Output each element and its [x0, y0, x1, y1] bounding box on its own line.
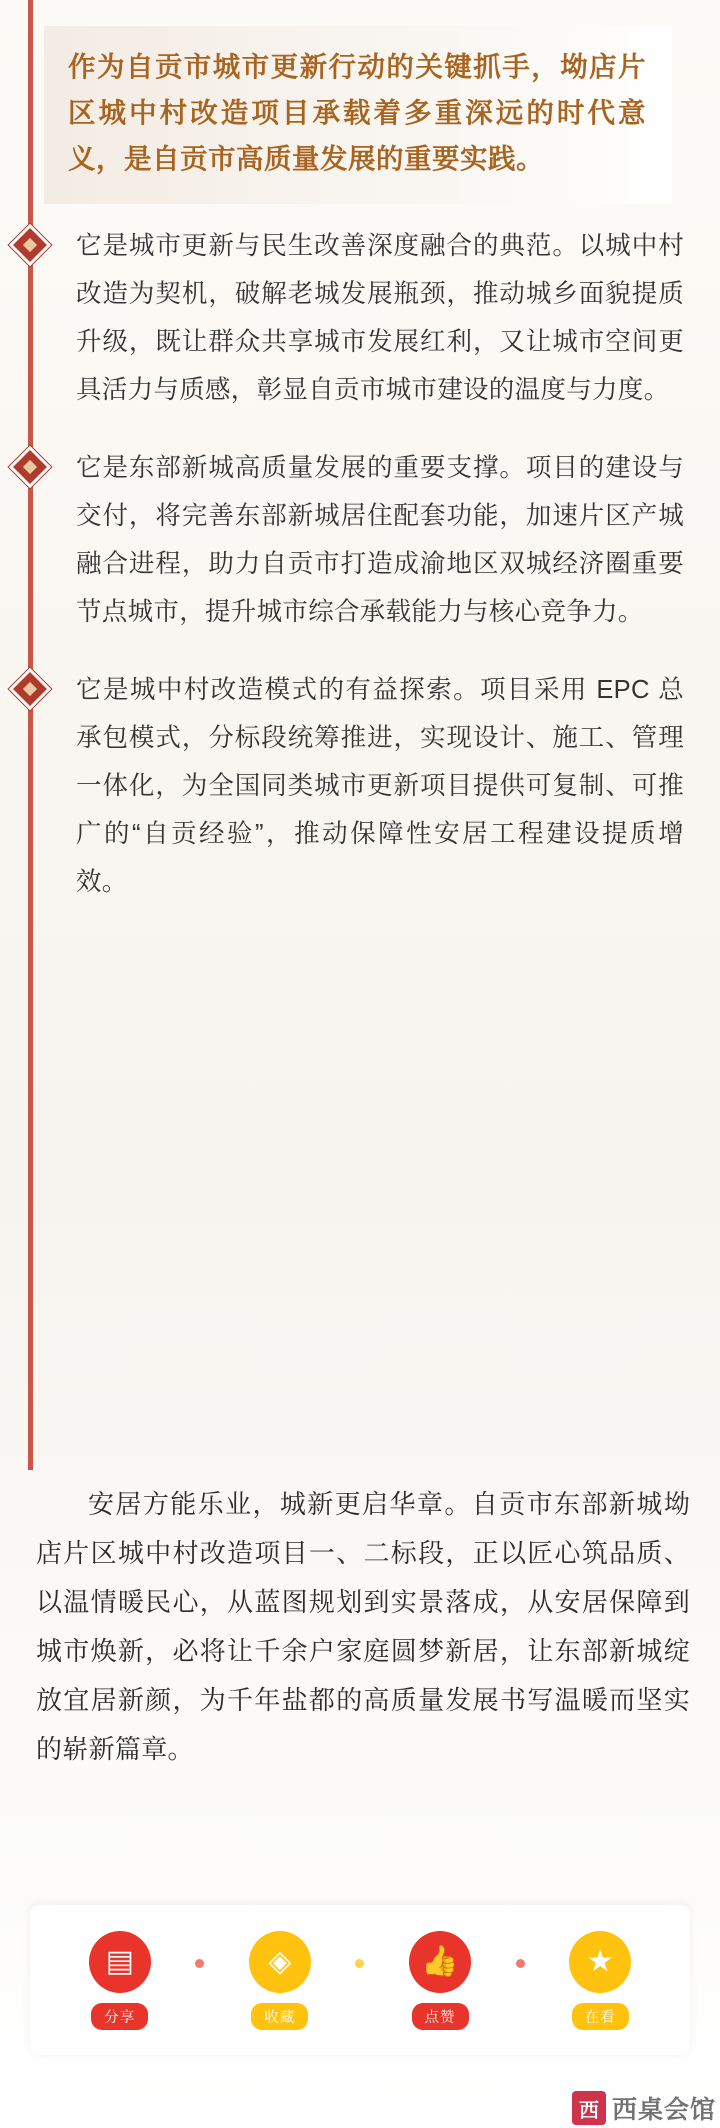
diamond-bullet-icon: [9, 224, 51, 266]
separator-dot: [195, 1959, 204, 1968]
action-favorite[interactable]: [220, 1931, 340, 2030]
star-icon[interactable]: ★: [569, 1931, 631, 1993]
action-watching-label[interactable]: 在看: [572, 2003, 629, 2030]
thumbs-up-icon[interactable]: 👍: [409, 1931, 471, 1993]
action-like-label[interactable]: 点赞: [412, 2003, 469, 2030]
closing-paragraph-text: 安居方能乐业，城新更启华章。自贡市东部新城坳店片区城中村改造项目一、二标段，正以匠心筑品质、以温情暖民心，从蓝图规划到实景落成，从安居保障到城市焕新，必将让千余户家庭圆梦新居，让东部新城绽放宜居新颜，为千年盐都的高质量发展书写温暖而坚实的崭新篇章。: [36, 1489, 690, 1764]
list-item: [0, 666, 720, 906]
list-item-text: 它是城市更新与民生改善深度融合的典范。以城中村改造为契机，破解老城发展瓶颈，推动城乡面貌提质升级，既让群众共享城市发展红利，又让城市空间更具活力与质感，彰显自贡市城市建设的温度与力度。: [76, 232, 684, 404]
watermark-text: 西桌会馆: [611, 2096, 716, 2124]
key-points-list: [0, 222, 720, 936]
diamond-bullet-icon: [9, 446, 51, 488]
star-box-icon[interactable]: ◈: [249, 1931, 311, 1993]
action-like[interactable]: [380, 1931, 500, 2030]
list-item-text: 它是城中村改造模式的有益探索。项目采用 EPC 总承包模式，分标段统筹推进，实现设计、施工、管理一体化，为全国同类城市更新项目提供可复制、可推广的“自贡经验”，推动保障性安居工程建设提质增效。: [76, 676, 684, 896]
closing-paragraph-block: [0, 1480, 720, 1774]
lead-paragraph-block: [44, 26, 672, 204]
separator-dot: [355, 1959, 364, 1968]
list-item: [0, 444, 720, 636]
watermark: [572, 2090, 716, 2126]
watermark-logo-icon: 西: [572, 2091, 606, 2125]
action-share-label[interactable]: 分享: [91, 2003, 148, 2030]
share-document-icon[interactable]: ▤: [89, 1931, 151, 1993]
action-watching[interactable]: [540, 1931, 660, 2030]
list-item: [0, 222, 720, 414]
action-bar: [30, 1905, 690, 2055]
separator-dot: [516, 1959, 525, 1968]
action-favorite-label[interactable]: 收藏: [251, 2003, 308, 2030]
diamond-bullet-icon: [9, 668, 51, 710]
action-share[interactable]: [60, 1931, 180, 2030]
list-item-text: 它是东部新城高质量发展的重要支撑。项目的建设与交付，将完善东部新城居住配套功能，加速片区产城融合进程，助力自贡市打造成渝地区双城经济圈重要节点城市，提升城市综合承载能力与核心竞争力。: [76, 454, 684, 626]
lead-paragraph-text: 作为自贡市城市更新行动的关键抓手，坳店片区城中村改造项目承载着多重深远的时代意义，是自贡市高质量发展的重要实践。: [68, 51, 646, 174]
